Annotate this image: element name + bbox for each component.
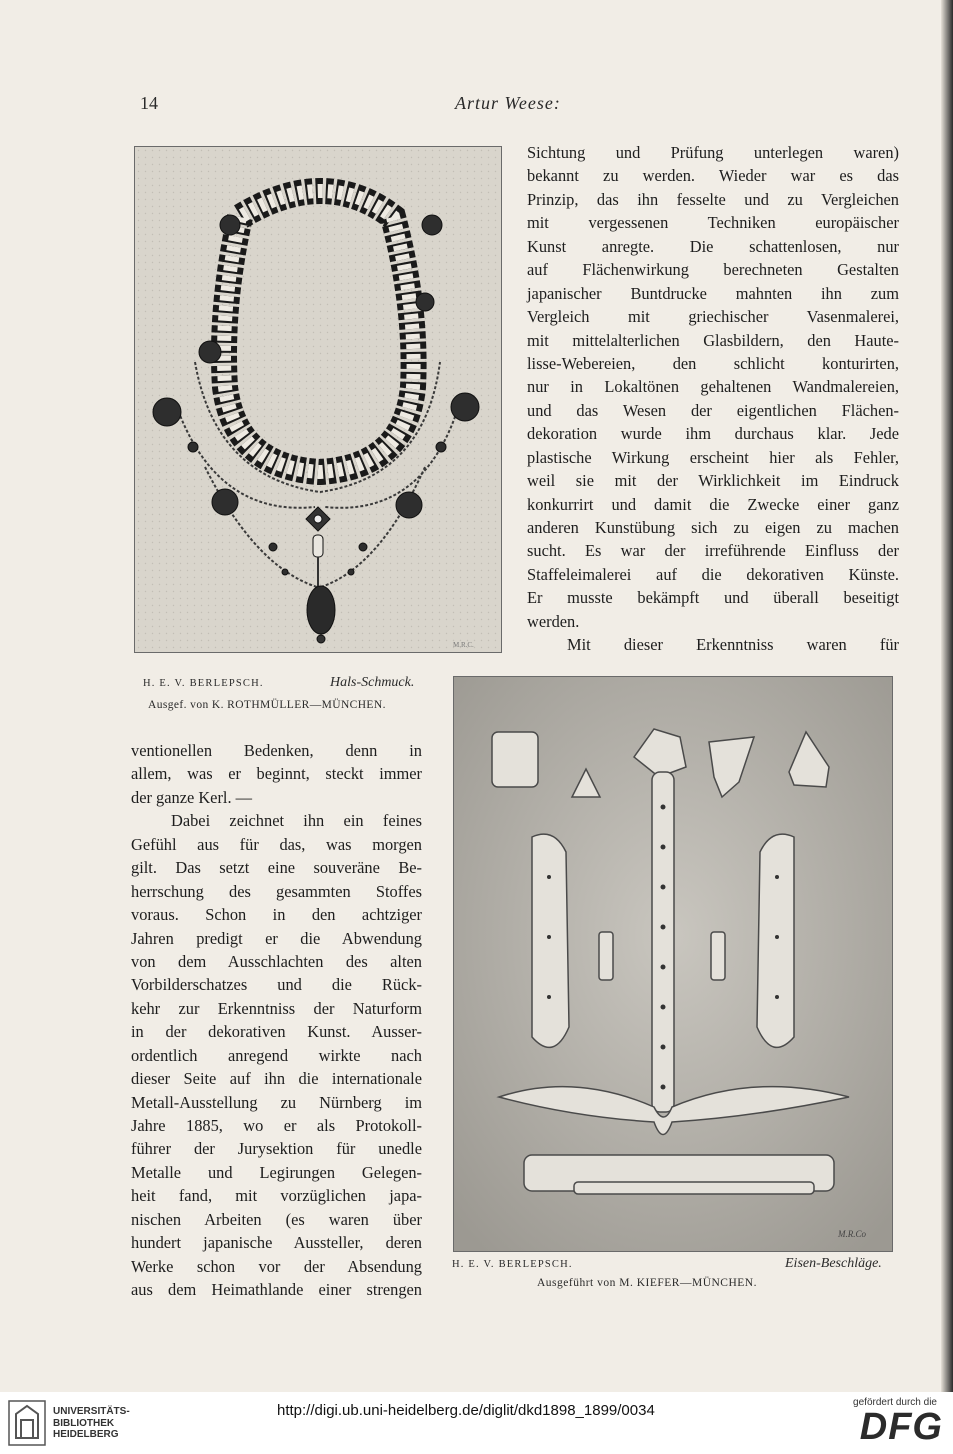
text-line: der ganze Kerl. — (131, 787, 253, 807)
text-line: Jahren predigt er die Abwendung (131, 928, 422, 948)
text-line: anderen Kunstübung sich zu eigen zu machen (527, 518, 899, 537)
text-line: dieser Seite auf ihn die internationale (131, 1069, 422, 1089)
text-line: sucht. Es war der irreführende Einfluss der (527, 541, 899, 561)
figure2-caption-artist: H. E. V. BERLEPSCH. (452, 1259, 573, 1270)
figure2-monogram: M.R.Co (838, 1229, 866, 1239)
library-name-line: HEIDELBERG (53, 1429, 119, 1440)
text-line: aus dem Heimathlande einer strengen (131, 1280, 422, 1300)
figure1-caption-title: Hals-Schmuck. (330, 675, 415, 690)
text-line: lisse-Webereien, den schlicht konturirten, (527, 353, 899, 373)
text-line: mit vergessenen Techniken europäischer (527, 213, 899, 233)
text-line: Mit dieser Erkenntniss waren für (567, 635, 899, 655)
text-line: Dabei zeichnet ihn ein feines (171, 811, 422, 831)
figure2-caption-title: Eisen-Beschläge. (785, 1256, 882, 1271)
text-line: Er musste bekämpft und überall beseitigt (527, 588, 899, 608)
text-line: hundert japanische Aussteller, deren (131, 1233, 422, 1253)
text-line: werden. (527, 611, 580, 631)
text-line: japanischer Buntdrucke mahnten ihn zum (527, 283, 899, 303)
text-line: auf Flächenwirkung berechneten Gestalten (527, 260, 899, 280)
figure-iron-fittings-image (453, 676, 893, 1252)
viewer-footer (0, 1392, 953, 1454)
text-line: Gefühl aus für das, was morgen (131, 834, 422, 854)
text-line: voraus. Schon in den achtziger (131, 905, 422, 925)
text-line: herrschung des gesammten Stoffes (131, 881, 422, 901)
text-line: weil sie mit der Wirklichkeit im Eindruck (527, 471, 899, 491)
text-line: allem, was er beginnt, steckt immer (131, 764, 422, 784)
text-line: Werke schon vor der Absendung (131, 1256, 422, 1276)
text-line: konkurrirt und damit die Zwecke einer ganz (527, 494, 899, 514)
funding-label: gefördert durch die (853, 1397, 937, 1408)
page-number: 14 (140, 93, 158, 113)
text-line: Kunst anregte. Die schattenlosen, nur (527, 236, 899, 256)
figure2-caption-maker: Ausgeführt von M. KIEFER—MÜNCHEN. (537, 1277, 757, 1289)
running-title: Artur Weese: (455, 93, 561, 113)
text-line: heit fand, mit vorzüglichen japa- (131, 1186, 422, 1206)
text-line: Sichtung und Prüfung unterlegen waren) (527, 143, 899, 162)
text-line: ordentlich anregend wirkte nach (131, 1045, 422, 1065)
text-line: führer der Jurysektion für unedle (131, 1139, 422, 1159)
text-line: kehr zur Erkenntniss der Naturform (131, 998, 422, 1018)
permalink-url[interactable]: http://digi.ub.uni-heidelberg.de/diglit/dkd1898_1899/0034 (277, 1402, 655, 1419)
page-edge-shadow (941, 0, 953, 1392)
text-line: bekannt zu werden. Wieder war es das (527, 166, 899, 186)
text-line: Metall-Ausstellung zu Nürnberg im (131, 1092, 422, 1112)
library-name-line: BIBLIOTHEK (53, 1417, 115, 1429)
iron-fittings-illustration (454, 677, 892, 1251)
text-line: und das Wesen der eigentlichen Flächen- (527, 400, 899, 420)
text-line: gilt. Das setzt eine souveräne Be- (131, 858, 422, 878)
text-line: von dem Ausschlachten des alten (131, 951, 422, 971)
text-line: nischen Arbeiten (es waren über (131, 1209, 422, 1229)
figure1-caption-artist: H. E. V. BERLEPSCH. (143, 678, 264, 689)
text-line: plastische Wirkung erscheint hier als Fehler, (527, 447, 899, 467)
right-column-text (527, 141, 899, 657)
text-line: nur in Lokaltönen gehaltenen Wandmalereien, (527, 377, 899, 397)
text-line: ventionellen Bedenken, denn in (131, 741, 422, 760)
text-line: Vergleich mit griechischer Vasenmalerei, (527, 307, 899, 327)
text-line: Staffeleimalerei auf die dekorativen Künste. (527, 564, 899, 584)
left-column-text (131, 739, 422, 1302)
text-line: in der dekorativen Kunst. Ausser- (131, 1022, 422, 1042)
necklace-illustration (135, 147, 501, 652)
text-line: Jahre 1885, wo er als Protokoll- (131, 1116, 422, 1135)
dfg-logo: DFG (859, 1406, 943, 1448)
text-line: Prinzip, das ihn fesselte und zu Vergleichen (527, 189, 899, 209)
library-name (53, 1406, 130, 1441)
figure-necklace-image (134, 146, 502, 653)
text-line: Vorbilderschatzes und die Rück- (131, 975, 422, 995)
university-seal-icon (8, 1400, 46, 1446)
text-line: mit mittelalterlichen Glasbildern, den Haute- (527, 330, 899, 350)
text-line: Metalle und Legirungen Gelegen- (131, 1162, 422, 1182)
text-line: dekoration wurde ihm durchaus klar. Jede (527, 424, 899, 444)
figure1-caption-maker: Ausgef. von K. ROTHMÜLLER—MÜNCHEN. (148, 699, 386, 711)
figure1-monogram: M.R.C. (453, 641, 474, 649)
library-name-line: UNIVERSITÄTS- (53, 1406, 130, 1417)
